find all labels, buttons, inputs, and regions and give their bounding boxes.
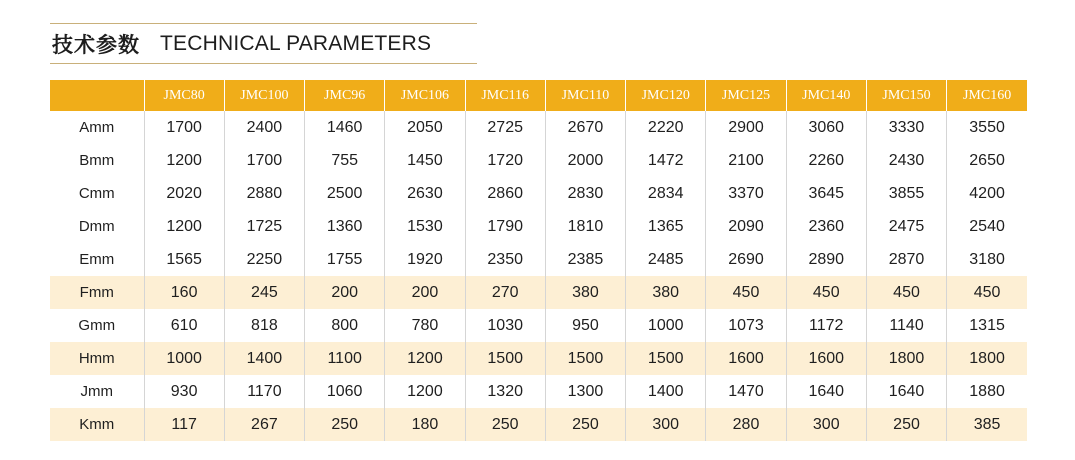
row-label: Hmm: [50, 342, 144, 375]
bottom-rule: [50, 63, 477, 64]
table-cell-value: 180: [385, 408, 465, 441]
table-row: [50, 276, 1027, 309]
table-cell-value: 2690: [706, 243, 786, 276]
table-cell-value: 1200: [144, 210, 224, 243]
column-header-model: JMC96: [305, 80, 385, 111]
table-cell-value: 250: [866, 408, 946, 441]
table-cell-value: 3370: [706, 177, 786, 210]
column-header-model: JMC160: [947, 80, 1027, 111]
table-cell-value: 380: [545, 276, 625, 309]
table-cell-value: 1140: [866, 309, 946, 342]
table-cell-value: 2860: [465, 177, 545, 210]
table-cell-value: 2834: [626, 177, 706, 210]
table-cell-value: 1073: [706, 309, 786, 342]
table-cell-value: 450: [866, 276, 946, 309]
table-header: [50, 80, 1027, 111]
row-label: Cmm: [78, 185, 115, 202]
table-row: [50, 375, 1027, 408]
table-cell-value: 2360: [786, 210, 866, 243]
table-cell-value: 800: [305, 309, 385, 342]
row-label: Jmm: [80, 383, 113, 400]
table-cell-value: 3645: [786, 177, 866, 210]
table-cell-value: 267: [224, 408, 304, 441]
table-cell-value: 245: [224, 276, 304, 309]
table-cell-value: 450: [947, 276, 1027, 309]
table-cell-value: 2870: [866, 243, 946, 276]
table-cell-value: 610: [144, 309, 224, 342]
table-cell-value: 930: [144, 375, 224, 408]
table-body: [50, 111, 1027, 441]
table-cell-value: 2500: [305, 177, 385, 210]
parameters-table: [50, 80, 1027, 441]
table-cell-value: 1720: [465, 144, 545, 177]
table-cell-value: 250: [305, 408, 385, 441]
table-cell-value: 250: [545, 408, 625, 441]
table-cell-value: 818: [224, 309, 304, 342]
table-row: [50, 177, 1027, 210]
row-label: Amm: [79, 119, 115, 136]
table-cell-value: 1640: [866, 375, 946, 408]
section-header: [50, 23, 477, 64]
table-cell-value: 2385: [545, 243, 625, 276]
table-cell-value: 450: [786, 276, 866, 309]
table-cell-value: 1200: [144, 144, 224, 177]
table-cell-value: 1500: [626, 342, 706, 375]
table-cell-value: 250: [465, 408, 545, 441]
table-cell-value: 270: [465, 276, 545, 309]
table-cell-value: 1360: [305, 210, 385, 243]
column-header-model: JMC100: [224, 80, 304, 111]
table-cell-value: 1400: [626, 375, 706, 408]
table-cell-value: 4200: [947, 177, 1027, 210]
table-cell-value: 2540: [947, 210, 1027, 243]
table-cell-value: 3060: [786, 111, 866, 144]
table-cell-value: 450: [706, 276, 786, 309]
table-cell-value: 1172: [786, 309, 866, 342]
table-cell-value: 2430: [866, 144, 946, 177]
column-header-model: JMC110: [545, 80, 625, 111]
table-cell-value: 1500: [545, 342, 625, 375]
table-cell-value: 1920: [385, 243, 465, 276]
table-cell-value: 2050: [385, 111, 465, 144]
table-cell-value: 2260: [786, 144, 866, 177]
column-header-model: JMC120: [626, 80, 706, 111]
table-cell-value: 1170: [224, 375, 304, 408]
table-cell-value: 1790: [465, 210, 545, 243]
table-cell-value: 3180: [947, 243, 1027, 276]
table-cell-value: 1200: [385, 342, 465, 375]
table-row: [50, 111, 1027, 144]
table-cell-value: 780: [385, 309, 465, 342]
row-label: Kmm: [50, 408, 144, 441]
table-cell-value: 1800: [947, 342, 1027, 375]
column-header-model: JMC140: [786, 80, 866, 111]
table-cell-value: 300: [626, 408, 706, 441]
table-cell-value: 1800: [866, 342, 946, 375]
section-title: [50, 24, 477, 63]
table-row: [50, 243, 1027, 276]
table-cell-value: 1530: [385, 210, 465, 243]
table-cell-value: 2020: [144, 177, 224, 210]
table-cell-value: 2400: [224, 111, 304, 144]
table-cell-value: 2485: [626, 243, 706, 276]
table-cell-value: 1470: [706, 375, 786, 408]
table-cell-value: 1700: [144, 111, 224, 144]
column-header-model: JMC116: [465, 80, 545, 111]
table-cell-value: 380: [626, 276, 706, 309]
table-cell-value: 1000: [626, 309, 706, 342]
table-cell-value: 1365: [626, 210, 706, 243]
table-cell-value: 1460: [305, 111, 385, 144]
table-cell-value: 3550: [947, 111, 1027, 144]
table-cell-value: 117: [144, 408, 224, 441]
table-cell-value: 1700: [224, 144, 304, 177]
table-row: [50, 144, 1027, 177]
row-label: Gmm: [78, 317, 116, 334]
table-cell-value: 1880: [947, 375, 1027, 408]
table-cell-value: 2890: [786, 243, 866, 276]
table-cell-value: 1640: [786, 375, 866, 408]
table-cell-value: 2630: [385, 177, 465, 210]
table-cell-value: 1100: [305, 342, 385, 375]
table-cell-value: 1725: [224, 210, 304, 243]
column-header-model: JMC150: [866, 80, 946, 111]
table-cell-value: 2880: [224, 177, 304, 210]
table-cell-value: 2830: [545, 177, 625, 210]
table-cell-value: 2250: [224, 243, 304, 276]
table-cell-value: 1600: [706, 342, 786, 375]
table-cell-value: 2900: [706, 111, 786, 144]
table-cell-value: 1600: [786, 342, 866, 375]
table-cell-value: 1810: [545, 210, 625, 243]
table-cell-value: 1060: [305, 375, 385, 408]
table-cell-value: 2000: [545, 144, 625, 177]
column-header-model: JMC80: [144, 80, 224, 111]
table-cell-value: 1565: [144, 243, 224, 276]
table-cell-value: 385: [947, 408, 1027, 441]
table-cell-value: 1450: [385, 144, 465, 177]
table-cell-value: 950: [545, 309, 625, 342]
table-cell-value: 2725: [465, 111, 545, 144]
table-cell-value: 2100: [706, 144, 786, 177]
table-cell-value: 200: [385, 276, 465, 309]
column-header-model: JMC125: [706, 80, 786, 111]
table-cell-value: 1755: [305, 243, 385, 276]
table-cell-value: 755: [305, 144, 385, 177]
table-cell-value: 1030: [465, 309, 545, 342]
table-cell-value: 2220: [626, 111, 706, 144]
table-cell-value: 3330: [866, 111, 946, 144]
column-header-model: JMC106: [385, 80, 465, 111]
table-cell-value: 1320: [465, 375, 545, 408]
table-cell-value: 2670: [545, 111, 625, 144]
corner-header-cell: [50, 80, 144, 111]
table-cell-value: 2090: [706, 210, 786, 243]
table-row: [50, 408, 1027, 441]
section-title-zh: 技术参数: [52, 32, 140, 57]
table-cell-value: 1472: [626, 144, 706, 177]
table-cell-value: 280: [706, 408, 786, 441]
row-label: Emm: [79, 251, 115, 268]
table-row: [50, 309, 1027, 342]
table-cell-value: 160: [144, 276, 224, 309]
table-cell-value: 1000: [144, 342, 224, 375]
table-cell-value: 2350: [465, 243, 545, 276]
table-cell-value: 2475: [866, 210, 946, 243]
table-cell-value: 1400: [224, 342, 304, 375]
table-cell-value: 1315: [947, 309, 1027, 342]
table-cell-value: 3855: [866, 177, 946, 210]
table-cell-value: 200: [305, 276, 385, 309]
table-row: [50, 210, 1027, 243]
table-cell-value: 1300: [545, 375, 625, 408]
row-label: Fmm: [50, 276, 144, 309]
row-label: Bmm: [79, 152, 115, 169]
table-cell-value: 2650: [947, 144, 1027, 177]
table-cell-value: 1500: [465, 342, 545, 375]
table-row: [50, 342, 1027, 375]
row-label: Dmm: [78, 218, 115, 235]
header-row: [50, 80, 1027, 111]
table-cell-value: 300: [786, 408, 866, 441]
table-cell-value: 1200: [385, 375, 465, 408]
section-title-en: TECHNICAL PARAMETERS: [160, 31, 432, 55]
